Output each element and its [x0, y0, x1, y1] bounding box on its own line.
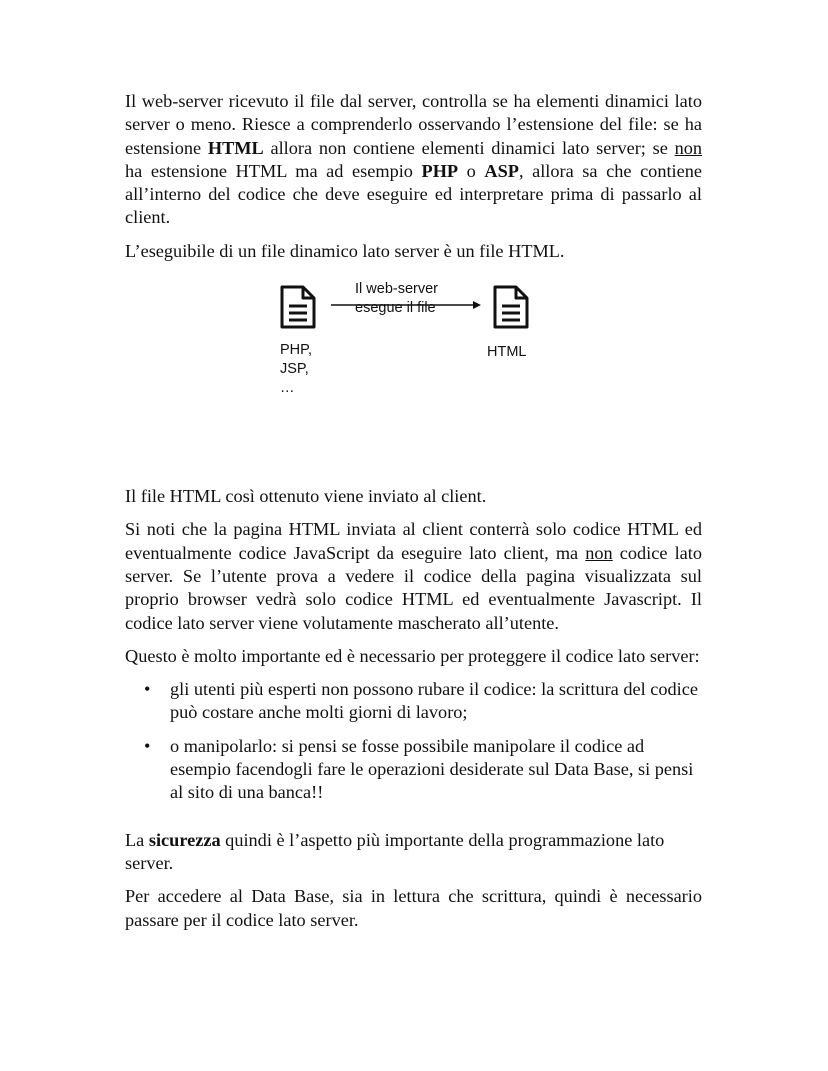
- paragraph-database-access: Per accedere al Data Base, sia in lettura che scrittura, quindi è necessario passare per il codice lato server.: [125, 886, 702, 930]
- source-document-icon: [280, 285, 316, 329]
- target-label: HTML: [487, 344, 527, 361]
- paragraph-intro: Il web-server ricevuto il file dal server, controlla se ha elementi dinamici lato server o meno. Riesce a comprenderlo osservando l’estensione del file: se ha estensione HTML allora non contiene elementi dinamici lato server; se non ha estensione HTML ma ad esempio PHP o ASP, allora sa che contiene all’interno del codice che deve eseguire ed interpretare prima di passarlo al client.: [125, 91, 702, 228]
- source-label-line3: …: [280, 380, 295, 397]
- document-page: [125, 90, 702, 942]
- execution-diagram: [125, 281, 702, 470]
- bullet-list: [125, 678, 702, 804]
- paragraph-sent-to-client: Il file HTML così ottenuto viene inviato al client.: [125, 486, 487, 507]
- paragraph-executable: L’eseguibile di un file dinamico lato server è un file HTML.: [125, 240, 565, 261]
- list-item: • o manipolarlo: si pensi se fosse possibile manipolare il codice ad esempio facendogli fare le operazioni desiderate sul Data Base, si pensi al sito di una banca!!: [144, 735, 694, 803]
- arrow-label-line2: esegue il file: [355, 300, 436, 317]
- paragraph-security: La sicurezza quindi è l’aspetto più importante della programmazione lato server.: [125, 829, 665, 873]
- paragraph-importance: Questo è molto importante ed è necessario per proteggere il codice lato server:: [125, 645, 700, 666]
- source-label-line2: JSP,: [280, 361, 309, 378]
- bullet-icon: •: [144, 679, 151, 700]
- target-document-icon: [493, 285, 529, 329]
- source-label-line1: PHP,: [280, 342, 312, 359]
- list-item: • gli utenti più esperti non possono rubare il codice: la scrittura del codice può costare anche molti giorni di lavoro;: [144, 679, 698, 723]
- paragraph-html-only: Si noti che la pagina HTML inviata al client conterrà solo codice HTML ed eventualmente codice JavaScript da eseguire lato client, ma non codice lato server. Se l’utente prova a vedere il codice della pagina visualizzata sul proprio browser vedrà solo codice HTML ed eventualmente Javascript. Il codice lato server viene volutamente mascherato all’utente.: [125, 519, 702, 633]
- bullet-icon: •: [144, 735, 151, 756]
- arrow-label-line1: Il web-server: [355, 281, 438, 298]
